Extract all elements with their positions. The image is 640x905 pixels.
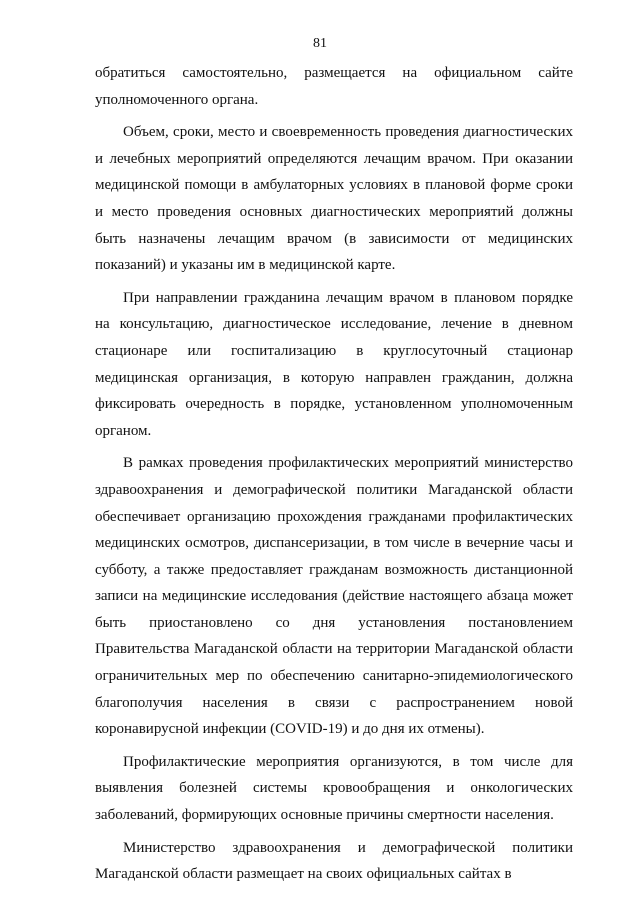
paragraph-ministry-website: Министерство здравоохранения и демографической политики Магаданской области размещает на своих официальных сайтах в — [95, 839, 573, 883]
paragraph-diagnostic-terms: Объем, сроки, место и своевременность проведения диагностических и лечебных мероприятий определяются лечащим врачом. При оказании медицинской помощи в амбулаторных условиях в плановой форме сроки и место проведения основных диагностических мероприятий должны быть назначены лечащим врачом (в зависимости от медицинских показаний) и указаны им в медицинской карте. — [95, 124, 573, 274]
page-number: 81 — [313, 36, 327, 51]
document-body — [95, 60, 573, 894]
paragraph-preventive-measures: В рамках проведения профилактических мероприятий министерство здравоохранения и демографической политики Магаданской области обеспечивает организацию прохождения гражданами профилактических медицинских осмотров, диспансеризации, в том числе в вечерние часы и субботу, а также предоставляет гражданам возможность дистанционной записи на медицинские исследования (действие настоящего абзаца может быть приостановлено со дня установления постановлением Правительства Магаданской области на территории Магаданской области ограничительных мер по обеспечению санитарно-эпидемиологического благополучия населения в связи с распространением новой коронавирусной инфекции (COVID-19) и до дня их отмены). — [95, 455, 573, 738]
paragraph-preventive-organization: Профилактические мероприятия организуются, в том числе для выявления болезней системы кровообращения и онкологических заболеваний, формирующих основные причины смертности населения. — [95, 753, 573, 824]
paragraph-planned-referral: При направлении гражданина лечащим врачом в плановом порядке на консультацию, диагностическое исследование, лечение в дневном стационаре или госпитализацию в круглосуточный стационар медицинская организация, в которую направлен гражданин, должна фиксировать очередность в порядке, установленном уполномоченным органом. — [95, 289, 573, 439]
paragraph-continuation: обратиться самостоятельно, размещается на официальном сайте уполномоченного органа. — [95, 65, 573, 108]
